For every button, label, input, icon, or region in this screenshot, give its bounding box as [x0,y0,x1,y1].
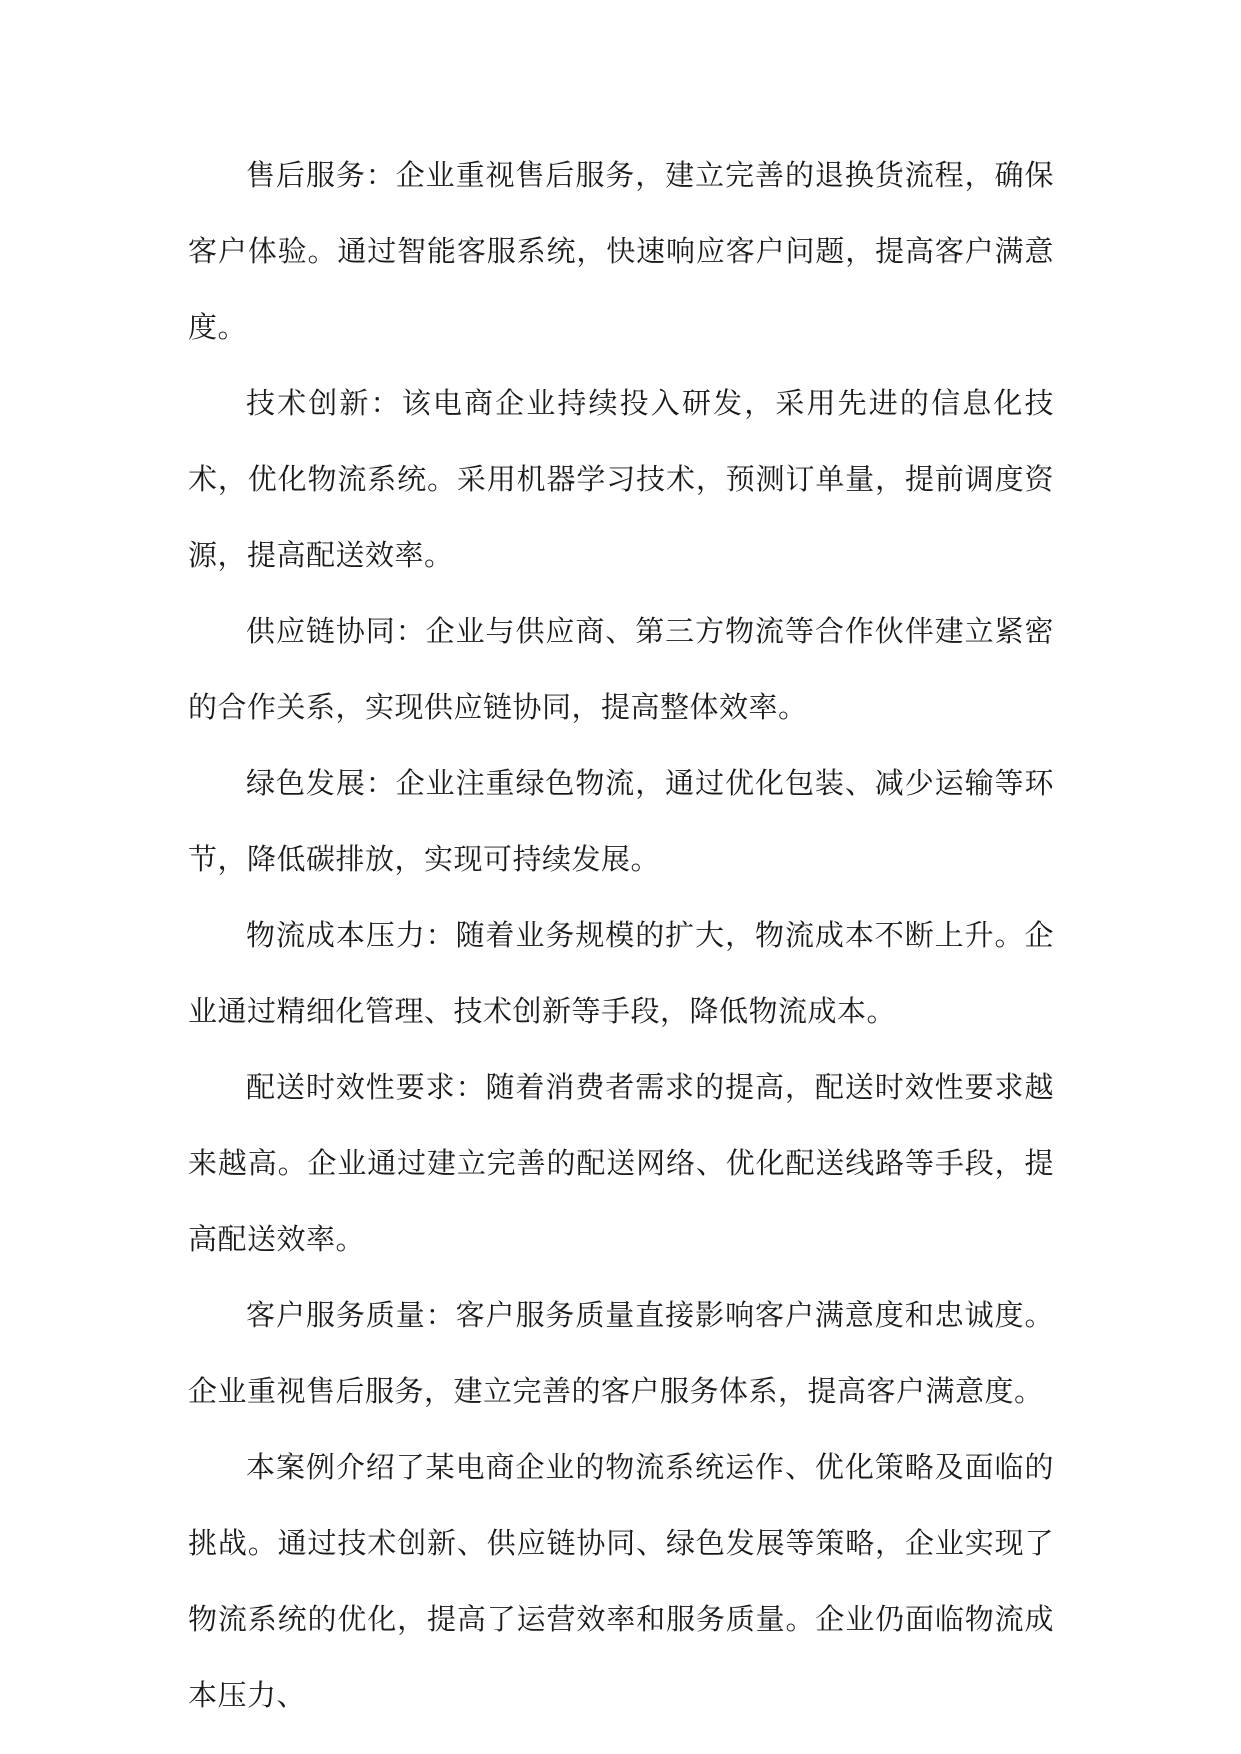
paragraph-logistics-cost-pressure: 物流成本压力：随着业务规模的扩大，物流成本不断上升。企业通过精细化管理、技术创新等手段，降低物流成本。 [188,918,1054,1028]
paragraph-supply-chain-collaboration: 供应链协同：企业与供应商、第三方物流等合作伙伴建立紧密的合作关系，实现供应链协同，提高整体效率。 [188,614,1054,724]
paragraph-delivery-timeliness: 配送时效性要求：随着消费者需求的提高，配送时效性要求越来越高。企业通过建立完善的配送网络、优化配送线路等手段，提高配送效率。 [188,1070,1054,1256]
paragraph-technology-innovation: 技术创新：该电商企业持续投入研发，采用先进的信息化技术，优化物流系统。采用机器学习技术，预测订单量，提前调度资源，提高配送效率。 [188,386,1054,572]
paragraph-case-summary: 本案例介绍了某电商企业的物流系统运作、优化策略及面临的挑战。通过技术创新、供应链协同、绿色发展等策略，企业实现了物流系统的优化，提高了运营效率和服务质量。企业仍面临物流成本压力、 [188,1450,1054,1712]
paragraph-green-development: 绿色发展：企业注重绿色物流，通过优化包装、减少运输等环节，降低碳排放，实现可持续发展。 [188,766,1054,876]
document-body [188,137,1054,1733]
paragraph-customer-service-quality: 客户服务质量：客户服务质量直接影响客户满意度和忠诚度。企业重视售后服务，建立完善的客户服务体系，提高客户满意度。 [188,1298,1054,1408]
paragraph-after-sales-service: 售后服务：企业重视售后服务，建立完善的退换货流程，确保客户体验。通过智能客服系统，快速响应客户问题，提高客户满意度。 [188,158,1054,344]
